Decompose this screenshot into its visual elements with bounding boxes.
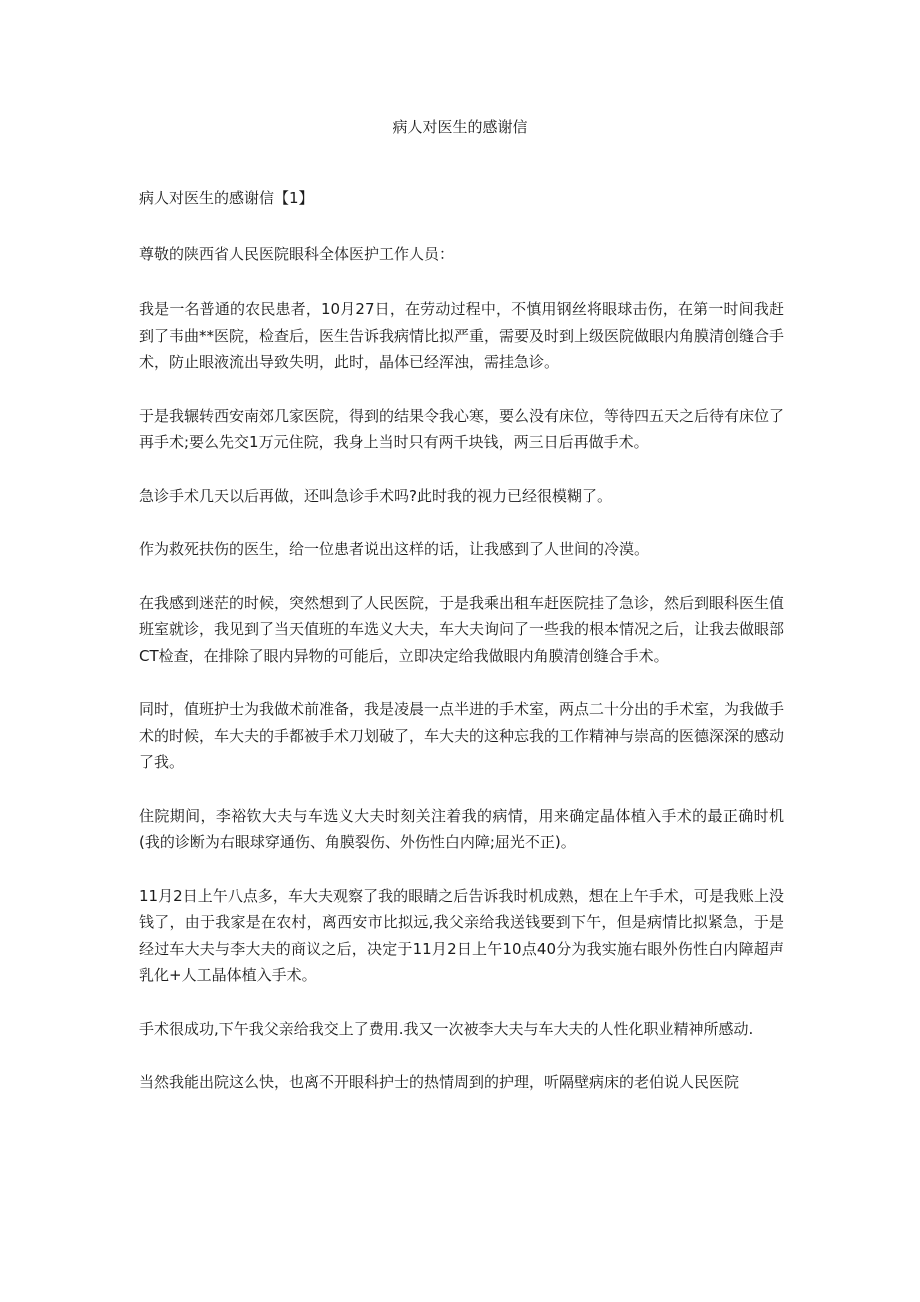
paragraph: 住院期间，李裕钦大夫与车选义大夫时刻关注着我的病情，用来确定晶体植入手术的最正确时机(我的诊断为右眼球穿通伤、角膜裂伤、外伤性白内障;屈光不正)。 xyxy=(139,806,784,851)
paragraph: 11月2日上午八点多，车大夫观察了我的眼睛之后告诉我时机成熟，想在上午手术，可是我账上没钱了，由于我家是在农村，离西安市比拟远,我父亲给我送钱要到下午，但是病情比拟紧急，于是经过车大夫与李大夫的商议之后，决定于11月2日上午10点40分为我实施右眼外伤性白内障超声乳化+人工晶体植入手术。 xyxy=(139,886,784,984)
paragraph: 手术很成功,下午我父亲给我交上了费用.我又一次被李大夫与车大夫的人性化职业精神所感动. xyxy=(139,1019,754,1038)
document-body xyxy=(139,185,784,1123)
salutation: 尊敬的陕西省人民医院眼科全体医护工作人员： xyxy=(139,244,455,263)
paragraph: 在我感到迷茫的时候，突然想到了人民医院，于是我乘出租车赶医院挂了急诊，然后到眼科医生值班室就诊，我见到了当天值班的车选义大夫，车大夫询问了一些我的根本情况之后，让我去做眼部CT检查，在排除了眼内异物的可能后，立即决定给我做眼内角膜清创缝合手术。 xyxy=(139,593,785,665)
paragraph: 同时，值班护士为我做术前准备，我是凌晨一点半进的手术室，两点二十分出的手术室，为我做手术的时候，车大夫的手都被手术刀划破了，车大夫的这种忘我的工作精神与崇高的医德深深的感动了我。 xyxy=(139,700,785,771)
paragraph: 当然我能出院这么快，也离不开眼科护士的热情周到的护理，听隔壁病床的老伯说人民医院 xyxy=(139,1073,740,1091)
section-heading: 病人对医生的感谢信【1】 xyxy=(139,189,314,207)
paragraph: 急诊手术几天以后再做，还叫急诊手术吗?此时我的视力已经很模糊了。 xyxy=(139,486,612,505)
document-title: 病人对医生的感谢信 xyxy=(392,118,528,136)
paragraph: 作为救死扶伤的医生，给一位患者说出这样的话，让我感到了人世间的冷漠。 xyxy=(139,540,650,558)
paragraph: 我是一名普通的农民患者，10月27日，在劳动过程中，不慎用钢丝将眼球击伤，在第一时间我赶到了韦曲**医院，检查后，医生告诉我病情比拟严重，需要及时到上级医院做眼内角膜清创缝合手术，防止眼液流出导致失明，此时，晶体已经浑浊，需挂急诊。 xyxy=(139,300,785,371)
paragraph: 于是我辗转西安南郊几家医院，得到的结果令我心寒，要么没有床位，等待四五天之后待有床位了再手术;要么先交1万元住院，我身上当时只有两千块钱，两三日后再做手术。 xyxy=(139,406,785,451)
